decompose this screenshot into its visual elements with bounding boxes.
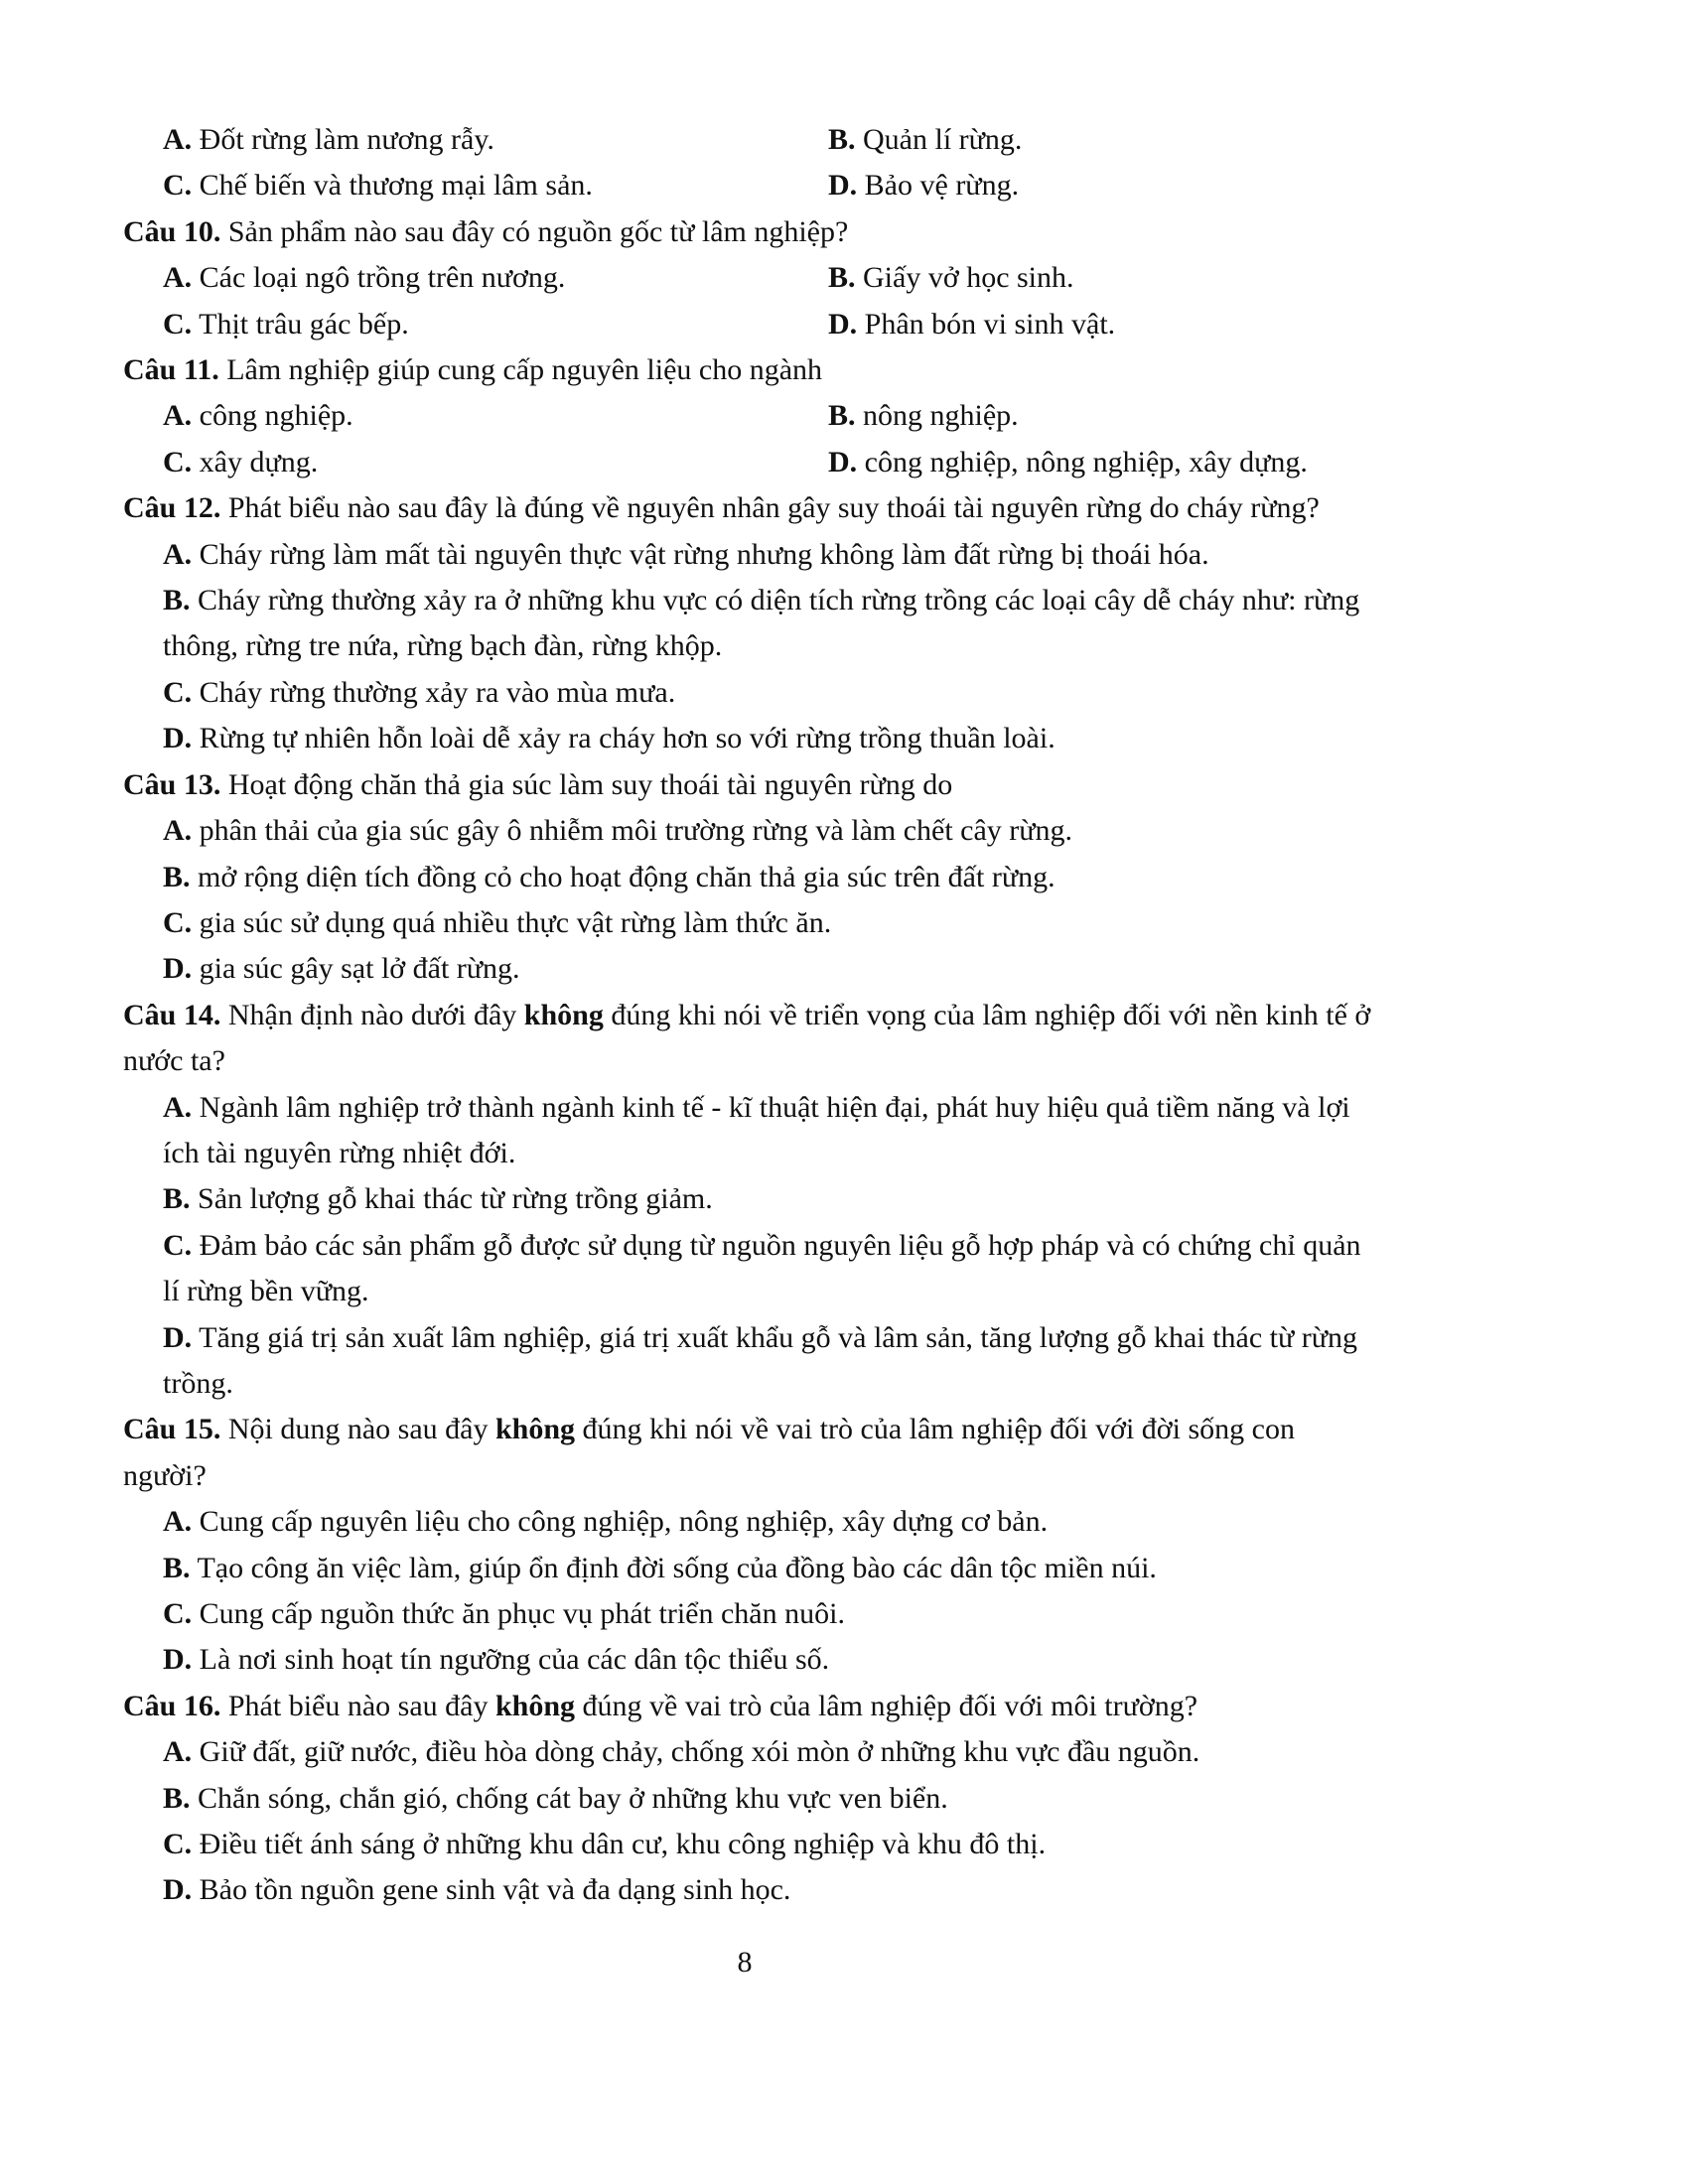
option-letter: C. xyxy=(163,445,193,478)
option-text: Chế biến và thương mại lâm sản. xyxy=(192,169,593,203)
option-12c xyxy=(123,670,1384,716)
option-text: Tăng giá trị sản xuất lâm nghiệp, giá trị xuất khẩu gỗ và lâm sản, tăng lượng gỗ khai thác từ rừng trồng. xyxy=(163,1320,1357,1400)
option-letter: B. xyxy=(163,1781,191,1815)
option-16d xyxy=(123,1867,1384,1913)
option-text: Điều tiết ánh sáng ở những khu dân cư, khu công nghiệp và khu đô thị. xyxy=(192,1828,1047,1861)
option-text: xây dựng. xyxy=(192,445,319,478)
option-16a xyxy=(123,1729,1384,1775)
question-emphasis: không xyxy=(494,1689,576,1722)
option-12b xyxy=(123,578,1384,670)
option-letter: B. xyxy=(163,1551,191,1584)
question-text-after: đúng khi nói về vai trò của lâm nghiệp đối với đời sống con người? xyxy=(123,1413,1295,1492)
question-emphasis: không xyxy=(494,1413,576,1446)
option-11c xyxy=(163,440,828,485)
option-letter: B. xyxy=(828,399,856,433)
question-12 xyxy=(123,485,1384,531)
option-text: Đốt rừng làm nương rẫy. xyxy=(192,123,494,156)
option-text: Cháy rừng thường xảy ra vào mùa mưa. xyxy=(192,675,676,709)
option-11d xyxy=(828,440,1424,485)
question-text: Sản phẩm nào sau đây có nguồn gốc từ lâm nghiệp? xyxy=(220,214,849,248)
question-11-options xyxy=(123,393,1384,485)
option-10c xyxy=(163,302,828,347)
option-letter: D. xyxy=(163,1643,193,1677)
option-16c xyxy=(123,1822,1384,1867)
option-text: nông nghiệp. xyxy=(855,399,1019,433)
option-text: Chắn sóng, chắn gió, chống cát bay ở những khu vực ven biển. xyxy=(190,1781,948,1815)
option-15b xyxy=(123,1546,1384,1591)
question-label: Câu 12. xyxy=(123,491,221,525)
option-letter: B. xyxy=(163,1182,191,1216)
question-emphasis: không xyxy=(523,998,604,1031)
option-letter: D. xyxy=(163,1873,193,1907)
option-letter: C. xyxy=(163,1828,193,1861)
question-15 xyxy=(123,1407,1384,1499)
option-letter: A. xyxy=(163,261,193,295)
question-11 xyxy=(123,347,1384,393)
option-text: Bảo tồn nguồn gene sinh vật và đa dạng sinh học. xyxy=(192,1873,791,1907)
option-13a xyxy=(123,808,1384,854)
option-10a xyxy=(163,255,828,301)
option-letter: A. xyxy=(163,123,193,156)
option-text: Tạo công ăn việc làm, giúp ổn định đời sống của đồng bào các dân tộc miền núi. xyxy=(190,1551,1157,1584)
option-letter: A. xyxy=(163,1735,193,1769)
option-text: Cháy rừng làm mất tài nguyên thực vật rừng nhưng không làm đất rừng bị thoái hóa. xyxy=(192,537,1209,571)
option-11b xyxy=(828,393,1424,439)
option-10b xyxy=(828,255,1424,301)
option-letter: B. xyxy=(163,860,191,893)
question-text: Phát biểu nào sau đây là đúng về nguyên nhân gây suy thoái tài nguyên rừng do cháy rừng? xyxy=(220,491,1320,525)
option-text: Sản lượng gỗ khai thác từ rừng trồng giảm. xyxy=(190,1182,713,1216)
option-13d xyxy=(123,946,1384,992)
option-14b xyxy=(123,1176,1384,1222)
question-9-options xyxy=(123,117,1384,209)
option-12a xyxy=(123,532,1384,578)
option-9c xyxy=(163,163,828,208)
question-13 xyxy=(123,762,1384,808)
question-10 xyxy=(123,209,1384,255)
option-letter: A. xyxy=(163,1505,193,1539)
option-letter: C. xyxy=(163,675,193,709)
option-letter: C. xyxy=(163,169,193,203)
option-text: Rừng tự nhiên hỗn loài dễ xảy ra cháy hơn so với rừng trồng thuần loài. xyxy=(192,722,1055,755)
question-label: Câu 15. xyxy=(123,1413,221,1446)
option-letter: A. xyxy=(163,399,193,433)
option-letter: B. xyxy=(828,261,856,295)
question-16 xyxy=(123,1684,1384,1729)
option-letter: D. xyxy=(828,445,858,478)
option-text: Giữ đất, giữ nước, điều hòa dòng chảy, chống xói mòn ở những khu vực đầu nguồn. xyxy=(192,1735,1200,1769)
option-letter: C. xyxy=(163,307,193,341)
option-15a xyxy=(123,1499,1384,1545)
option-text: Các loại ngô trồng trên nương. xyxy=(192,261,566,295)
option-text: Quản lí rừng. xyxy=(855,123,1023,156)
option-letter: B. xyxy=(163,584,191,617)
question-label: Câu 14. xyxy=(123,998,221,1031)
option-10d xyxy=(828,302,1424,347)
option-letter: A. xyxy=(163,814,193,848)
option-text: Bảo vệ rừng. xyxy=(857,169,1020,203)
option-letter: D. xyxy=(163,722,193,755)
option-text: Cháy rừng thường xảy ra ở những khu vực có diện tích rừng trồng các loại cây dễ cháy như: rừng thông, rừng tre nứa, rừng bạch đàn, rừng khộp. xyxy=(163,584,1360,663)
question-text-before: Nhận định nào dưới đây xyxy=(220,998,524,1031)
question-text-after: đúng khi nói về triển vọng của lâm nghiệp đối với nền kinh tế ở nước ta? xyxy=(123,998,1371,1078)
option-text: mở rộng diện tích đồng cỏ cho hoạt động chăn thả gia súc trên đất rừng. xyxy=(190,860,1055,893)
option-text: công nghiệp, nông nghiệp, xây dựng. xyxy=(857,445,1308,478)
option-15d xyxy=(123,1637,1384,1683)
option-letter: C. xyxy=(163,1597,193,1630)
option-text: Ngành lâm nghiệp trở thành ngành kinh tế - kĩ thuật hiện đại, phát huy hiệu quả tiềm năng và lợi ích tài nguyên rừng nhiệt đới. xyxy=(163,1090,1350,1169)
question-label: Câu 13. xyxy=(123,767,221,801)
option-text: Đảm bảo các sản phẩm gỗ được sử dụng từ nguồn nguyên liệu gỗ hợp pháp và có chứng chỉ quản lí rừng bền vững. xyxy=(163,1228,1361,1308)
option-letter: A. xyxy=(163,537,193,571)
question-label: Câu 11. xyxy=(123,353,219,387)
option-9d xyxy=(828,163,1424,208)
option-letter: D. xyxy=(163,1320,193,1354)
question-text-before: Nội dung nào sau đây xyxy=(220,1413,495,1446)
option-letter: B. xyxy=(828,123,856,156)
question-label: Câu 16. xyxy=(123,1689,221,1722)
question-text-before: Phát biểu nào sau đây xyxy=(220,1689,495,1722)
option-14d xyxy=(123,1315,1384,1408)
option-9b xyxy=(828,117,1424,163)
question-label: Câu 10. xyxy=(123,214,221,248)
option-15c xyxy=(123,1591,1384,1637)
option-14a xyxy=(123,1085,1384,1177)
page-number: 8 xyxy=(737,1946,753,1979)
option-letter: C. xyxy=(163,1228,193,1262)
option-text: Là nơi sinh hoạt tín ngưỡng của các dân tộc thiểu số. xyxy=(192,1643,830,1677)
option-13c xyxy=(123,900,1384,946)
option-12d xyxy=(123,716,1384,761)
option-text: Cung cấp nguồn thức ăn phục vụ phát triển chăn nuôi. xyxy=(192,1597,845,1630)
option-16b xyxy=(123,1776,1384,1822)
option-11a xyxy=(163,393,828,439)
question-text: Lâm nghiệp giúp cung cấp nguyên liệu cho ngành xyxy=(218,353,823,387)
option-9a xyxy=(163,117,828,163)
question-14 xyxy=(123,993,1384,1085)
option-letter: D. xyxy=(828,307,858,341)
question-text: Hoạt động chăn thả gia súc làm suy thoái tài nguyên rừng do xyxy=(220,767,953,801)
option-text: gia súc sử dụng quá nhiều thực vật rừng làm thức ăn. xyxy=(192,905,832,939)
question-10-options xyxy=(123,255,1384,347)
option-text: phân thải của gia súc gây ô nhiễm môi trường rừng và làm chết cây rừng. xyxy=(192,814,1073,848)
option-text: gia súc gây sạt lở đất rừng. xyxy=(192,952,520,986)
option-text: công nghiệp. xyxy=(192,399,353,433)
option-13b xyxy=(123,855,1384,900)
option-letter: D. xyxy=(828,169,858,203)
option-text: Phân bón vi sinh vật. xyxy=(857,307,1116,341)
option-14c xyxy=(123,1223,1384,1315)
question-list xyxy=(123,117,1384,1914)
option-text: Cung cấp nguyên liệu cho công nghiệp, nông nghiệp, xây dựng cơ bản. xyxy=(192,1505,1049,1539)
option-letter: D. xyxy=(163,952,193,986)
option-letter: A. xyxy=(163,1090,193,1124)
option-letter: C. xyxy=(163,905,193,939)
question-text-after: đúng về vai trò của lâm nghiệp đối với môi trường? xyxy=(575,1689,1198,1722)
option-text: Thịt trâu gác bếp. xyxy=(192,307,409,341)
option-text: Giấy vở học sinh. xyxy=(855,261,1074,295)
